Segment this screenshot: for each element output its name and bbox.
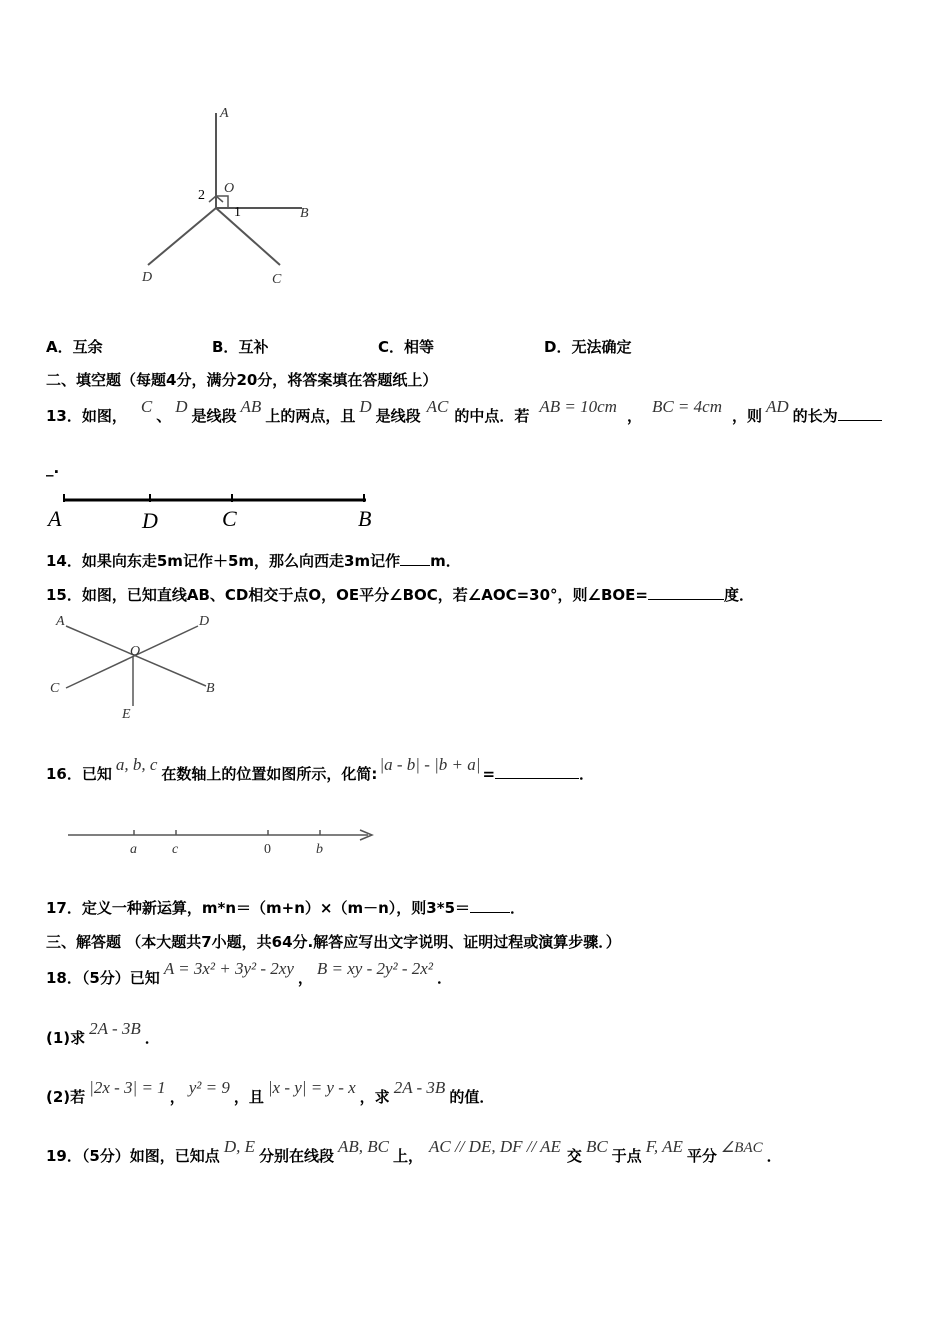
section-2-title: 二、填空题（每题4分，满分20分，将答案填在答题纸上） [46, 371, 438, 389]
question-18-part-1: (1)求 2A - 3B ． [46, 1019, 160, 1047]
f15-label-d: D [199, 614, 210, 629]
label-a: A [220, 106, 229, 121]
f15-label-e: E [122, 707, 131, 722]
figure-angles [130, 95, 330, 295]
question-13: 13．如图， C 、 D 是线段 AB 上的两点，且 D 是线段 AC 的中点．若 AB = 10cm ， BC = 4cm ，则 AD 的长为 [46, 406, 882, 426]
question-14: 14．如果向东走5m记作＋5m，那么向西走3m记作 m． [46, 552, 461, 570]
option-c: C．相等 [378, 338, 435, 356]
label-2: 2 [198, 188, 205, 203]
f15-label-b: B [206, 681, 215, 696]
axis-label-a: a [130, 842, 137, 857]
f15-label-c: C [50, 681, 60, 696]
question-13-cont: _. [46, 459, 60, 477]
label-c: C [272, 272, 282, 287]
seg-label-a: A [48, 506, 62, 531]
ray-oc [216, 208, 280, 265]
axis-label-0: 0 [264, 842, 271, 857]
question-16: 16．已知 a, b, c 在数轴上的位置如图所示，化简: |a - b| - |b + a| = ． [46, 755, 595, 783]
seg-label-d: D [142, 508, 158, 533]
label-d: D [142, 270, 153, 285]
question-15: 15．如图，已知直线AB、CD相交于点O，OE平分∠BOC，若∠AOC=30°，则∠BOE= 度． [46, 586, 754, 604]
option-a: A．互余 [46, 338, 103, 356]
seg-label-b: B [358, 506, 372, 531]
figure-intersecting-lines [46, 610, 236, 725]
label-b: B [300, 206, 309, 221]
axis-label-c: c [172, 842, 179, 857]
f15-label-a: A [56, 614, 65, 629]
question-18: 18．（5分）已知 A = 3x² + 3y² - 2xy ， B = xy - 2y² - 2x² ． [46, 959, 452, 987]
figure-number-axis [66, 825, 386, 860]
f15-label-o: O [130, 644, 141, 659]
question-17: 17．定义一种新运算，m*n＝（m+n）×（m－n），则3*5＝ ． [46, 899, 526, 917]
label-o: O [224, 181, 235, 196]
option-b: B．互补 [212, 338, 269, 356]
figure-segment [46, 490, 386, 535]
question-18-part-2: (2)若 |2x - 3| = 1 ， y² = 9 ，且 |x - y| = y - x ，求 2A - 3B 的值． [46, 1078, 495, 1106]
option-d: D．无法确定 [544, 338, 632, 356]
section-3-title: 三、解答题 （本大题共7小题，共64分.解答应写出文字说明、证明过程或演算步骤．） [46, 933, 621, 951]
axis-label-b: b [316, 842, 323, 857]
seg-label-c: C [222, 506, 237, 531]
ray-od [148, 208, 216, 265]
question-19: 19．（5分）如图，已知点 D, E 分别在线段 AB, BC 上， AC // DE, DF // AE 交 BC 于点 F, AE 平分 ∠BAC ． [46, 1137, 782, 1165]
label-1: 1 [234, 205, 241, 220]
